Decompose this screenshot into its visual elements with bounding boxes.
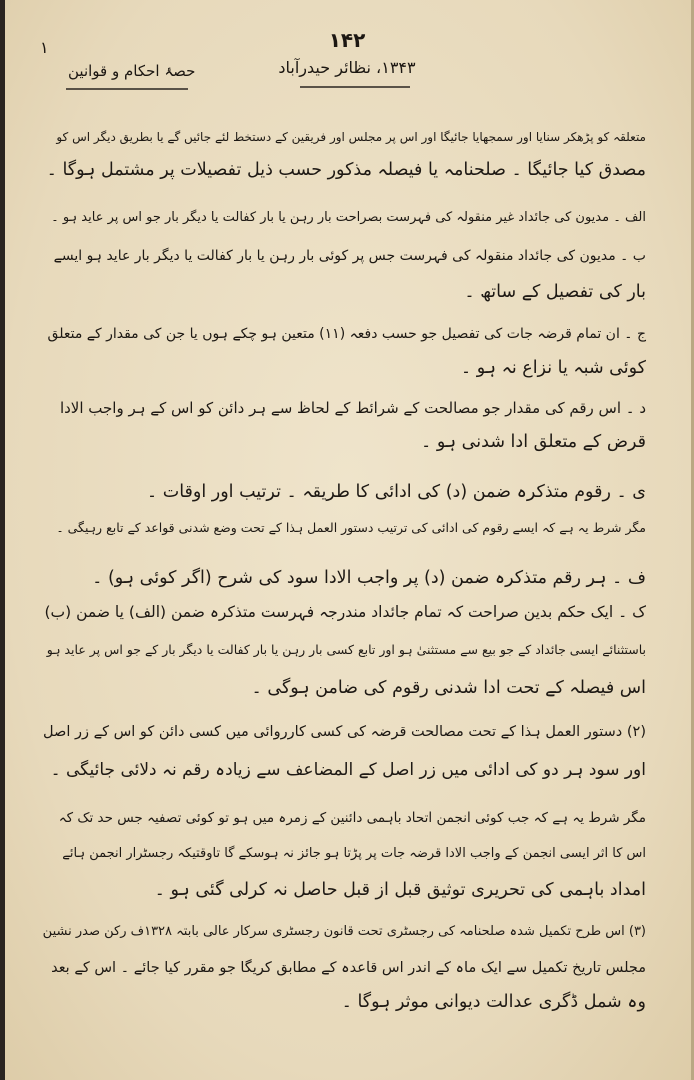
text-line: اس فیصلہ کے تحت ادا شدنی رقوم کی ضامن ہوگی ۔	[251, 678, 646, 698]
text-line: ب ۔ مدیون کی جائداد منقولہ کی فہرست جس پر کوئی بار رہن یا بار کفالت یا دیگر بار عاید ہو ایسے	[53, 248, 646, 264]
text-line: وہ شمل ڈگری عدالت دیوانی موثر ہوگا ۔	[341, 992, 646, 1012]
text-line: الف ۔ مدیون کی جائداد غیر منقولہ کی فہرست بصراحت بار رہن یا بار کفالت یا دیگر بار جو اس پر عاید ہو ۔	[51, 210, 646, 225]
corner-mark: ۱	[40, 38, 49, 57]
header-reference: ۱۳۴۳، نظائر حیدرآباد	[278, 58, 416, 77]
text-line: بار کی تفصیل کے ساتھ ۔	[464, 282, 646, 302]
text-line: باستثنائے ایسی جائداد کے جو بیع سے مستثنیٰ ہو اور تابع کسی بار رہن یا بار کفالت یا دیگر بار کے جو اس پر عاید ہو	[46, 642, 646, 657]
text-line: ج ۔ ان تمام قرضہ جات کی تفصیل جو حسب دفعہ (۱۱) متعین ہو چکے ہوں یا جن کی مقدار کے متعلق	[47, 326, 646, 342]
section-title: حصۂ احکام و قوانین	[68, 62, 196, 80]
text-line: (۲) دستور العمل ہذا کے تحت مصالحت قرضہ کی کسی کارروائی میں کسی دائن کو اس کے زر اصل	[43, 724, 646, 740]
text-line: مگر شرط یہ ہے کہ جب کوئی انجمن اتحاد باہمی دائنین کے زمرہ میں ہو تو کوئی تصفیہ جس حد تک کہ	[58, 810, 646, 826]
text-line: د ۔ اس رقم کی مقدار جو مصالحت کے شرائط کے لحاظ سے ہر دائن کو اس کے ہر واجب الادا	[59, 399, 646, 417]
text-line: اس کا اثر ایسی انجمن کے واجب الادا قرضہ جات پر پڑتا ہو جائز نہ ہوسکے گا تاوقتیکہ رجسٹرار انجمن ہائے	[62, 846, 646, 861]
text-line: مجلس تاریخ تکمیل سے ایک ماہ کے اندر اس قاعدہ کے مطابق کریگا جو مقرر کیا جائے ۔ اس کے بعد	[51, 960, 646, 976]
text-line: ک ۔ ایک حکم بدین صراحت کہ تمام جائداد مندرجہ فہرست متذکرہ ضمن (الف) یا ضمن (ب)	[44, 603, 646, 621]
text-line: مصدق کیا جائیگا ۔ صلحنامہ یا فیصلہ مذکور حسب ذیل تفصیلات پر مشتمل ہوگا ۔	[46, 160, 646, 180]
page-left-edge	[0, 0, 5, 1080]
text-line: اور سود ہر دو کی ادائی میں زر اصل کے المضاعف سے زیادہ رقم نہ دلائی جائیگی ۔	[50, 760, 646, 780]
underline-ref	[300, 86, 410, 88]
text-line: ی ۔ رقوم متذکرہ ضمن (د) کی ادائی کا طریقہ ۔ ترتیب اور اوقات ۔	[146, 482, 646, 502]
text-line: کوئی شبہ یا نزاع نہ ہو ۔	[460, 358, 646, 378]
text-line: قرض کے متعلق ادا شدنی ہو ۔	[421, 432, 646, 452]
text-line: مگر شرط یہ ہے کہ ایسے رقوم کی ادائی کی ترتیب دستور العمل ہذا کے تحت وضع شدنی قواعد کے تابع رہیگی ۔	[56, 520, 646, 535]
page-number: ۱۴۲	[328, 28, 366, 52]
text-line: متعلقہ کو پڑھکر سنایا اور سمجھایا جائیگا اور اس پر مجلس اور فریقین کے دستخط لئے جائیں گے یا بطریق دیگر اس کو	[56, 130, 646, 144]
text-line: ف ۔ ہر رقم متذکرہ ضمن (د) پر واجب الادا سود کی شرح (اگر کوئی ہو) ۔	[92, 568, 646, 588]
text-line: امداد باہمی کی تحریری توثیق قبل از قبل حاصل نہ کرلی گئی ہو ۔	[154, 880, 646, 900]
text-line: (۳) اس طرح تکمیل شدہ صلحنامہ کی رجسٹری تحت قانون رجسٹری سرکار عالی بابتہ ۱۳۲۸ف رکن صدر نشین	[42, 924, 646, 939]
underline-sec	[66, 88, 188, 90]
